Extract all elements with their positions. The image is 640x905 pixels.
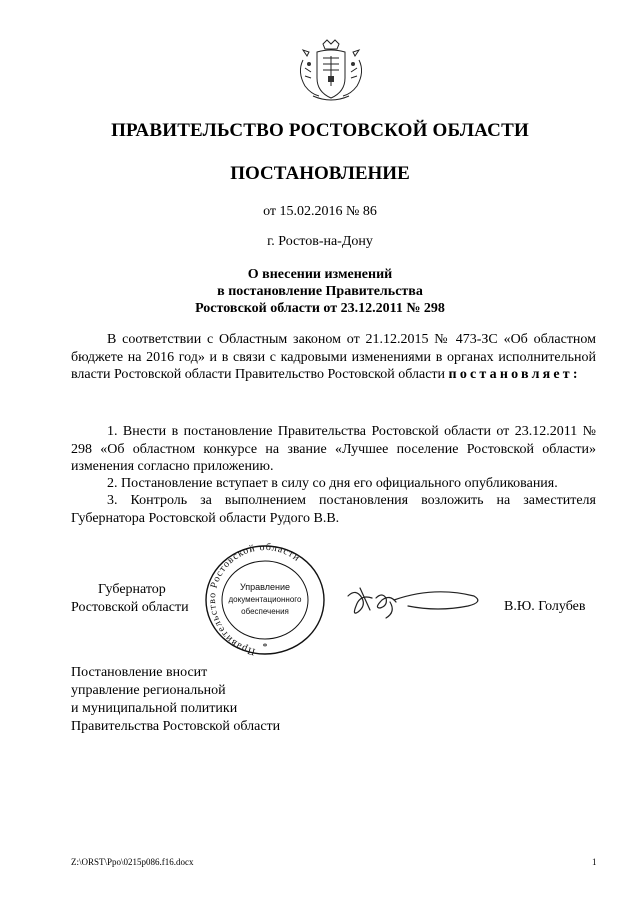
authority-title: ПРАВИТЕЛЬСТВО РОСТОВСКОЙ ОБЛАСТИ	[111, 120, 529, 141]
position-line-2: Ростовской области	[71, 599, 189, 615]
item-3: 3. Контроль за выполнением постановления возложить на заместителя Губернатора Ростовской области Рудого В.В.	[71, 493, 596, 526]
stamp-center-line-2: документационного	[228, 595, 302, 604]
preamble-text: В соответствии с Областным законом от 21.12.2015 № 473-ЗС «Об областном бюджете на 2016 год» и в связи с кадровыми изменениями в органах исполнительной власти Ростовской области Правительство Ростовской области	[71, 332, 596, 382]
subject-heading	[0, 266, 640, 317]
item-2: 2. Постановление вступает в силу со дня его официального опубликования.	[107, 476, 558, 491]
submitted-line-3: и муниципальной политики	[71, 701, 238, 716]
stamp-center-line-1: Управление	[239, 582, 291, 592]
position-line-1: Губернатор	[98, 582, 166, 597]
official-stamp	[200, 538, 330, 658]
signatory-name: В.Ю. Голубев	[504, 599, 586, 614]
stamp-star-icon: *	[262, 642, 268, 653]
footer-file-path: Z:\ORST\Ppo\0215p086.f16.docx	[71, 857, 194, 867]
city: г. Ростов-на-Дону	[267, 234, 373, 249]
submitted-line-1: Постановление вносит	[71, 665, 208, 680]
subject-line-1: О внесении изменений	[247, 267, 393, 282]
footer-page-number: 1	[592, 857, 597, 867]
subject-line-2: в постановление Правительства	[217, 284, 423, 299]
subject-line-3: Ростовской области от 23.12.2011 № 298	[195, 301, 445, 316]
document-type: ПОСТАНОВЛЕНИЕ	[230, 163, 410, 184]
submitted-by-note	[71, 664, 280, 736]
decides-word: постановляет:	[448, 367, 581, 382]
date-and-number: от 15.02.2016 № 86	[263, 204, 377, 219]
signatory-position	[71, 581, 211, 616]
item-1: 1. Внести в постановление Правительства Ростовской области от 23.12.2011 № 298 «Об областном конкурсе на звание «Лучшее поселение Ростовской области» изменения согласно приложению.	[71, 424, 596, 474]
stamp-center-line-3: обеспечения	[241, 607, 289, 616]
preamble-paragraph	[71, 331, 596, 384]
stamp-ring-text: Правительство Ростовской области	[207, 541, 303, 657]
submitted-line-2: управление региональной	[71, 683, 226, 698]
coat-of-arms-emblem	[293, 38, 369, 104]
submitted-line-4: Правительства Ростовской области	[71, 719, 281, 734]
handwritten-signature	[338, 582, 488, 622]
